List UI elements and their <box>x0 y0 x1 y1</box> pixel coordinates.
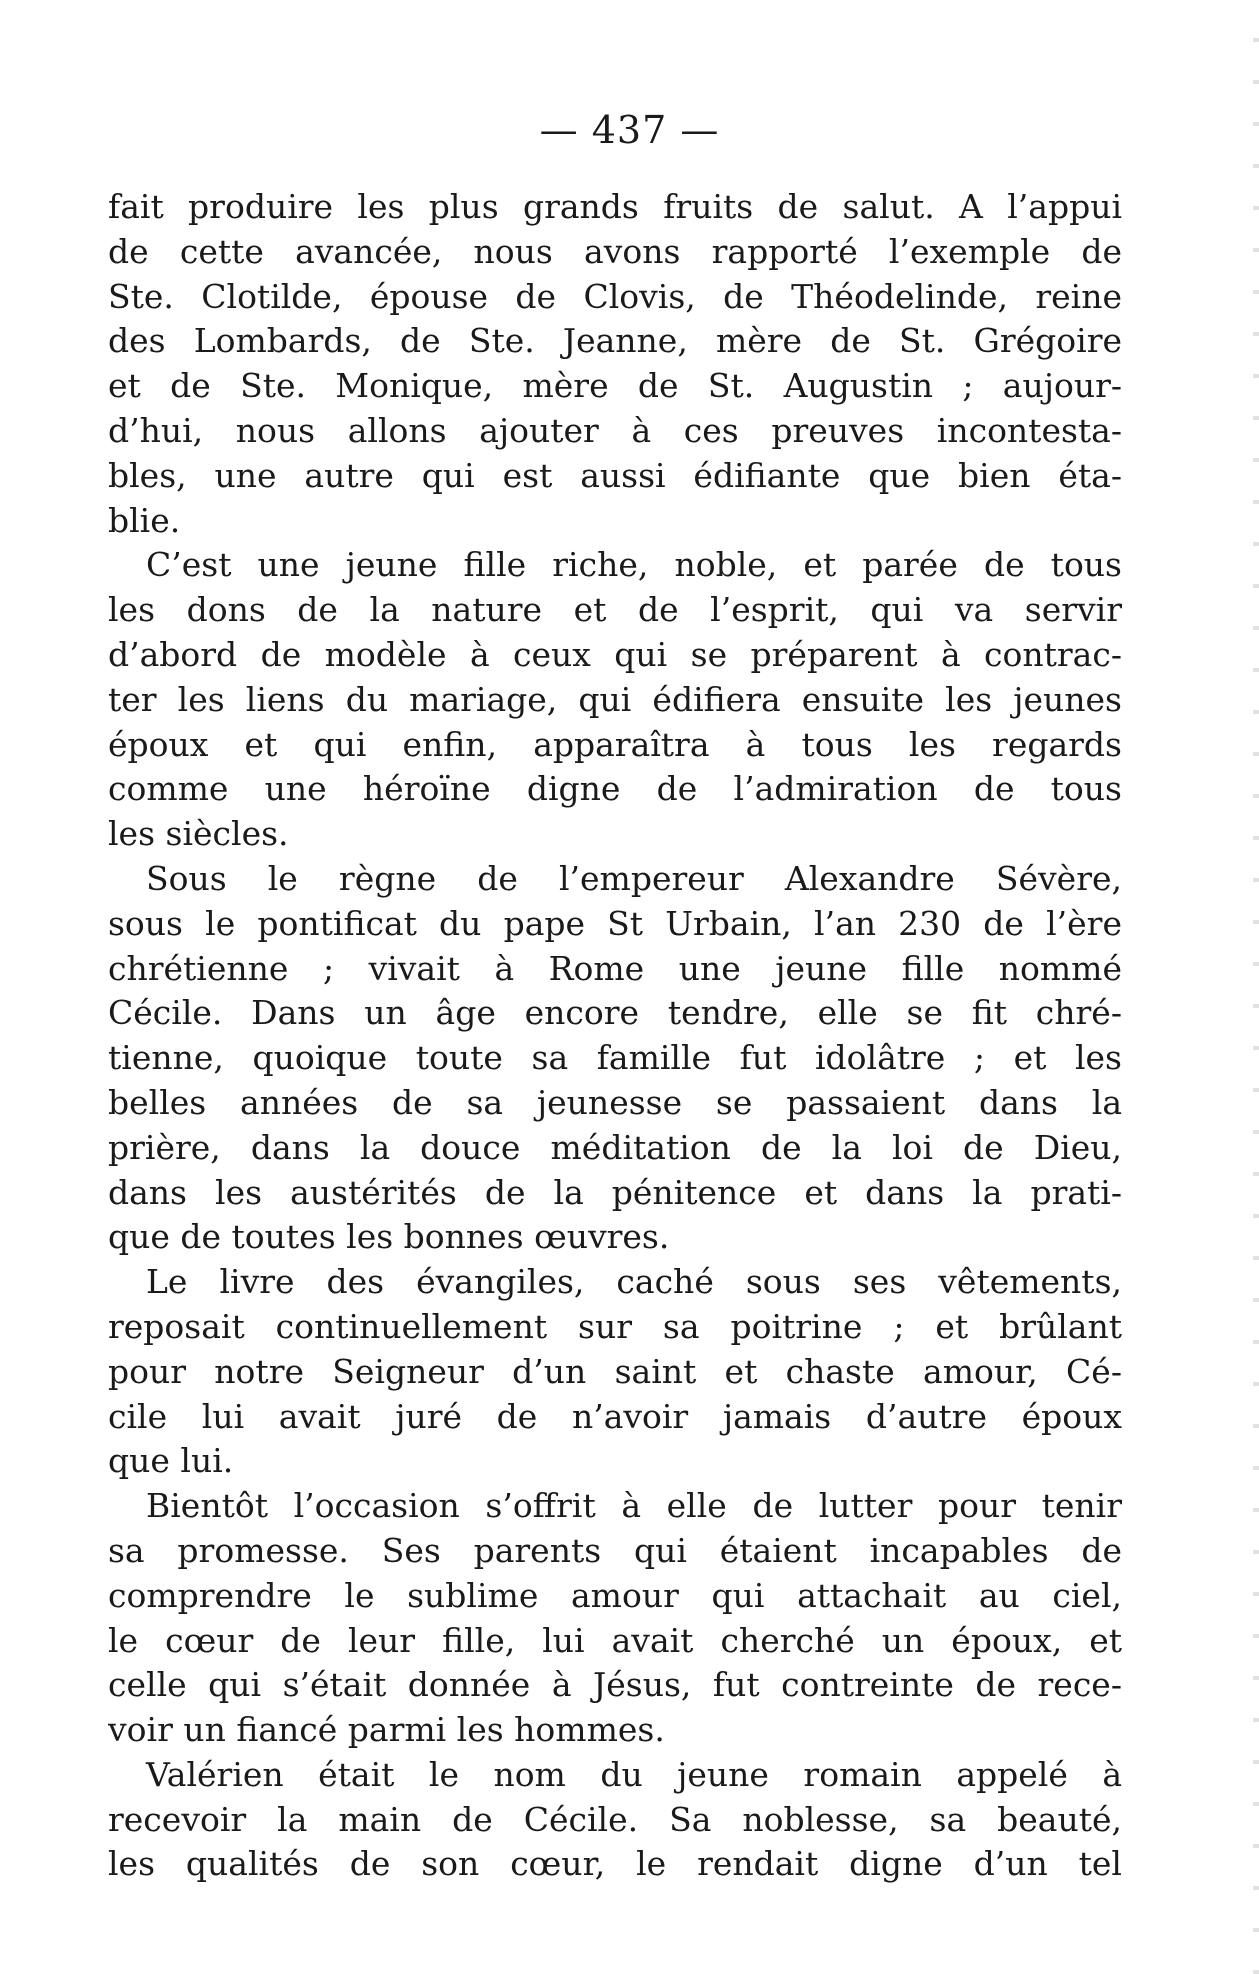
text-line: de cette avancée, nous avons rapporté l’exemple de <box>108 231 1122 271</box>
text-line: les siècles. <box>108 814 289 854</box>
text-line: bles, une autre qui est aussi édifiante que bien éta- <box>108 455 1122 495</box>
paragraph-first-line: C’est une jeune fille riche, noble, et parée de tous <box>146 545 1122 585</box>
text-line: dans les austérités de la pénitence et dans la prati- <box>108 1172 1122 1212</box>
text-line: sous le pontificat du pape St Urbain, l’an 230 de l’ère <box>108 903 1122 943</box>
text-line: reposait continuellement sur sa poitrine ; et brûlant <box>108 1306 1122 1346</box>
text-line: le cœur de leur fille, lui avait cherché un époux, et <box>108 1620 1122 1660</box>
text-line: Cécile. Dans un âge encore tendre, elle se fit chré- <box>108 993 1122 1033</box>
text-line: voir un fiancé parmi les hommes. <box>108 1710 665 1750</box>
text-line: d’hui, nous allons ajouter à ces preuves incontesta- <box>108 410 1122 450</box>
paragraph-first-line: Valérien était le nom du jeune romain appelé à <box>146 1754 1122 1794</box>
body-text <box>108 185 1122 1887</box>
text-line: les qualités de son cœur, le rendait digne d’un tel <box>108 1844 1122 1884</box>
paragraph-first-line: Le livre des évangiles, caché sous ses vêtements, <box>146 1262 1122 1302</box>
text-line: et de Ste. Monique, mère de St. Augustin ; aujour- <box>108 366 1122 406</box>
text-line: belles années de sa jeunesse se passaient dans la <box>108 1082 1122 1122</box>
text-line: des Lombards, de Ste. Jeanne, mère de St. Grégoire <box>108 321 1122 361</box>
text-line: époux et qui enfin, apparaîtra à tous les regards <box>108 724 1122 764</box>
text-line: blie. <box>108 500 181 540</box>
text-line: sa promesse. Ses parents qui étaient incapables de <box>108 1530 1122 1570</box>
text-line: celle qui s’était donnée à Jésus, fut contreinte de rece- <box>108 1665 1122 1705</box>
text-line: chrétienne ; vivait à Rome une jeune fille nommé <box>108 948 1122 988</box>
text-line: cile lui avait juré de n’avoir jamais d’autre époux <box>108 1396 1122 1436</box>
text-line: prière, dans la douce méditation de la loi de Dieu, <box>108 1127 1122 1167</box>
paragraph-first-line: Sous le règne de l’empereur Alexandre Sévère, <box>146 858 1122 898</box>
text-line: comprendre le sublime amour qui attachait au ciel, <box>108 1575 1122 1615</box>
text-line: fait produire les plus grands fruits de salut. A l’appui <box>108 187 1122 226</box>
text-line: Ste. Clotilde, épouse de Clovis, de Théodelinde, reine <box>108 276 1122 316</box>
page-number: — 437 — <box>539 108 720 152</box>
text-line: ter les liens du mariage, qui édifiera ensuite les jeunes <box>108 679 1122 719</box>
text-line: les dons de la nature et de l’esprit, qui va servir <box>108 590 1122 630</box>
text-line: comme une héroïne digne de l’admiration de tous <box>108 769 1122 809</box>
text-line: tienne, quoique toute sa famille fut idolâtre ; et les <box>108 1038 1122 1078</box>
text-line: pour notre Seigneur d’un saint et chaste amour, Cé- <box>108 1351 1122 1391</box>
text-line: d’abord de modèle à ceux qui se préparent à contrac- <box>108 634 1122 674</box>
text-line: que lui. <box>108 1441 234 1481</box>
text-line: recevoir la main de Cécile. Sa noblesse, sa beauté, <box>108 1799 1122 1839</box>
paragraph-first-line: Bientôt l’occasion s’offrit à elle de lutter pour tenir <box>146 1486 1122 1526</box>
page-edge-marks <box>1253 0 1259 1974</box>
text-line: que de toutes les bonnes œuvres. <box>108 1217 670 1257</box>
